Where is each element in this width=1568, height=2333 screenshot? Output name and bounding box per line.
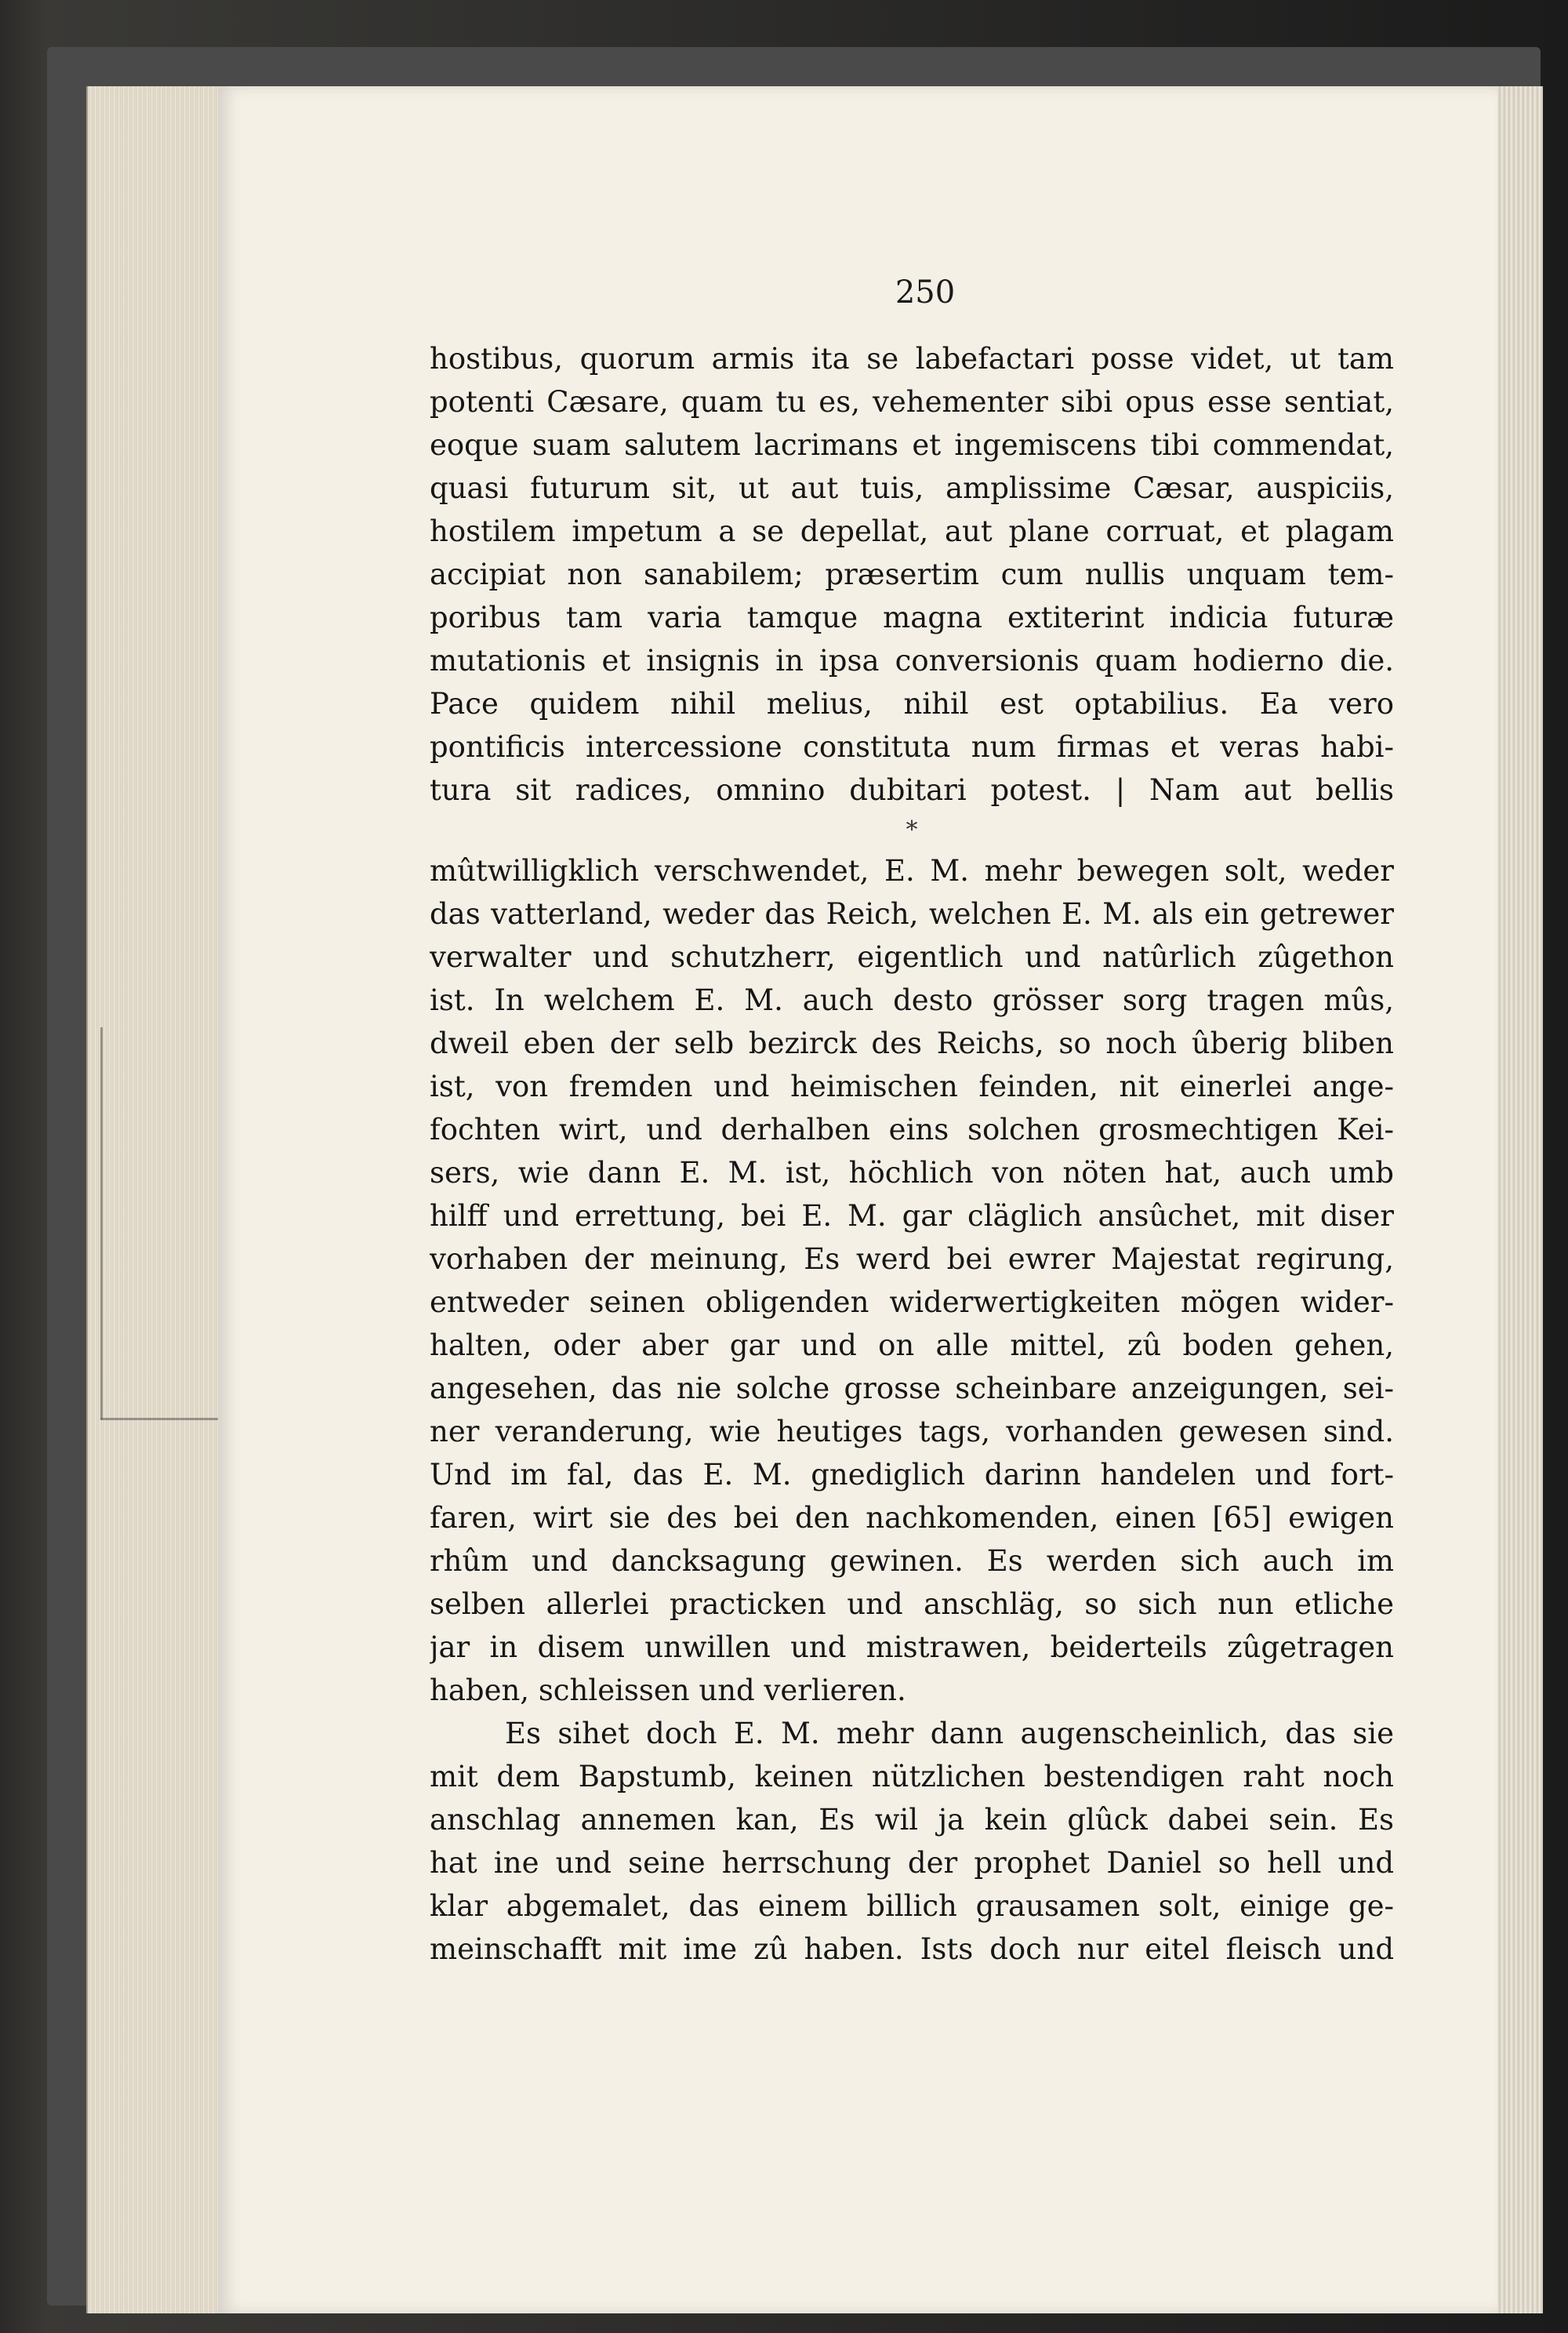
text-line: verwalter und schutzherr, eigentlich und natûrlich zûgethon (430, 940, 1394, 974)
text-line: ner veranderung, wie heutiges tags, vorhanden gewesen sind. (430, 1415, 1394, 1448)
text-line: potenti Cæsare, quam tu es, vehementer sibi opus esse sentiat, (430, 385, 1394, 419)
text-line: hilff und errettung, bei E. M. gar cläglich ansûchet, mit diser (430, 1199, 1394, 1233)
german-paragraph-2 (430, 1712, 1394, 1971)
text-line: Es sihet doch E. M. mehr dann augenscheinlich, das sie (505, 1717, 1394, 1750)
german-paragraph (430, 849, 1394, 1712)
text-line: klar abgemalet, das einem billich grausamen solt, einige ge- (430, 1889, 1394, 1923)
pencil-mark-vertical (100, 1027, 103, 1419)
text-line: entweder seinen obligenden widerwertigkeiten mögen wider- (430, 1285, 1394, 1319)
text-line: haben, schleissen und verlieren. (430, 1673, 906, 1707)
text-line: rhûm und dancksagung gewinen. Es werden sich auch im (430, 1544, 1394, 1578)
text-line: ist. In welchem E. M. auch desto grösser sorg tragen mûs, (430, 983, 1394, 1017)
text-line: Und im fal, das E. M. gnediglich darinn handelen und fort- (430, 1458, 1394, 1492)
text-line: tura sit radices, omnino dubitari potest. | Nam aut bellis (430, 773, 1394, 807)
text-line: fochten wirt, und derhalben eins solchen grosmechtigen Kei- (430, 1113, 1394, 1147)
page-edges-left (86, 86, 221, 2313)
text-line: sers, wie dann E. M. ist, höchlich von nöten hat, auch umb (430, 1156, 1394, 1190)
latin-paragraph (430, 337, 1394, 812)
text-line: hostibus, quorum armis ita se labefactari posse videt, ut tam (430, 342, 1394, 376)
text-block (430, 337, 1394, 1971)
text-line: dweil eben der selb bezirck des Reichs, so noch ûberig bliben (430, 1027, 1394, 1060)
pencil-mark-horizontal (100, 1418, 218, 1420)
text-line: hat ine und seine herrschung der prophet Daniel so hell und (430, 1846, 1394, 1880)
text-line: mit dem Bapstumb, keinen nützlichen bestendigen raht noch (430, 1760, 1394, 1793)
text-line: faren, wirt sie des bei den nachkomenden, einen [65] ewigen (430, 1501, 1394, 1535)
text-line: Pace quidem nihil melius, nihil est optabilius. Ea vero (430, 687, 1394, 721)
page-edges-right (1497, 86, 1543, 2313)
text-line: pontificis intercessione constituta num firmas et veras habi- (430, 730, 1394, 764)
text-line: anschlag annemen kan, Es wil ja kein glûck dabei sein. Es (430, 1803, 1394, 1837)
text-line: ist, von fremden und heimischen feinden, nit einerlei ange- (430, 1070, 1394, 1103)
text-line: angesehen, das nie solche grosse scheinbare anzeigungen, sei- (430, 1372, 1394, 1405)
text-line: mutationis et insignis in ipsa conversionis quam hodierno die. (430, 644, 1394, 678)
text-line: hostilem impetum a se depellat, aut plane corruat, et plagam (430, 514, 1394, 548)
section-separator: * (906, 816, 918, 844)
page-number: 250 (895, 274, 956, 311)
text-line: jar in disem unwillen und mistrawen, beiderteils zûgetragen (430, 1630, 1394, 1664)
text-line: mûtwilligklich verschwendet, E. M. mehr bewegen solt, weder (430, 854, 1394, 888)
text-line: das vatterland, weder das Reich, welchen E. M. als ein getrewer (430, 897, 1394, 931)
text-line: eoque suam salutem lacrimans et ingemiscens tibi commendat, (430, 428, 1394, 462)
text-line: vorhaben der meinung, Es werd bei ewrer Majestat regirung, (430, 1242, 1394, 1276)
text-line: quasi futurum sit, ut aut tuis, amplissime Cæsar, auspiciis, (430, 471, 1394, 505)
text-line: selben allerlei practicken und anschläg, so sich nun etliche (430, 1587, 1394, 1621)
text-line: poribus tam varia tamque magna extiterint indicia futuræ (430, 601, 1394, 634)
text-line: halten, oder aber gar und on alle mittel, zû boden gehen, (430, 1328, 1394, 1362)
text-line: meinschafft mit ime zû haben. Ists doch nur eitel fleisch und (430, 1932, 1394, 1966)
text-line: accipiat non sanabilem; præsertim cum nullis unquam tem- (430, 558, 1394, 591)
